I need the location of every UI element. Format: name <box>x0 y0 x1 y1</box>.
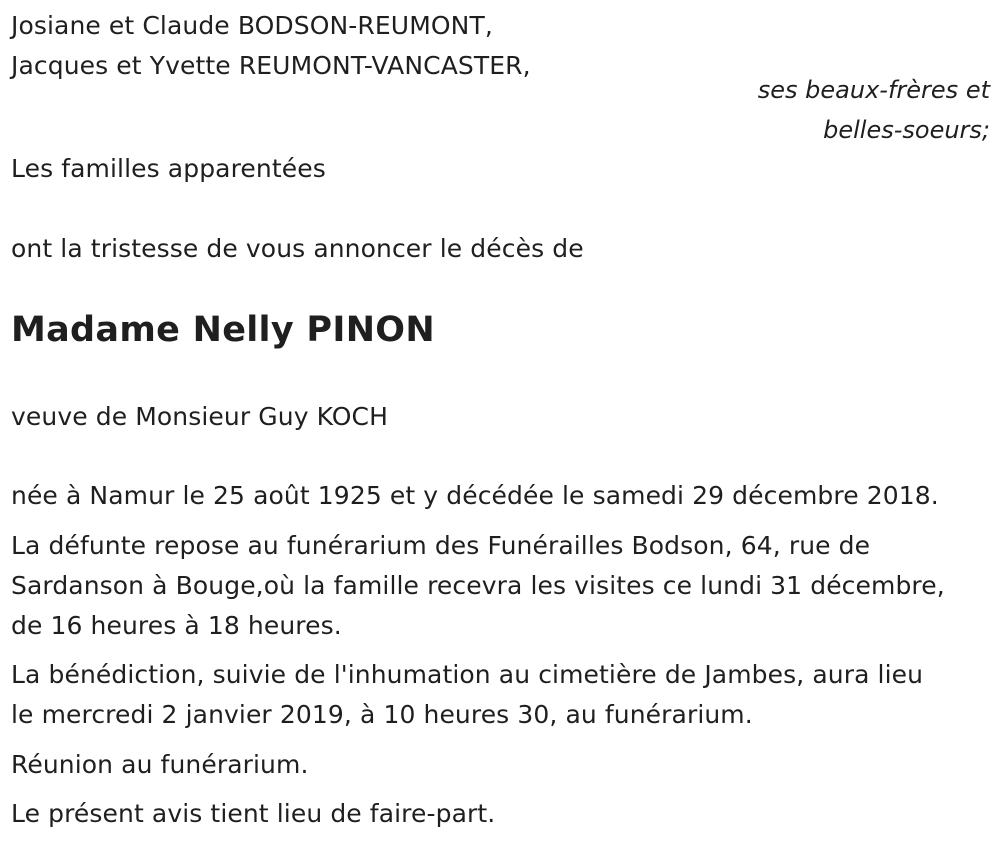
closing-text: Le présent avis tient lieu de faire-part. <box>11 799 496 828</box>
relation-line-2: belles-soeurs; <box>823 116 990 144</box>
relation-line-1: ses beaux-frères et <box>757 76 990 104</box>
widow-of: veuve de Monsieur Guy KOCH <box>11 402 388 431</box>
visitation-line-3: de 16 heures à 18 heures. <box>11 611 342 640</box>
deceased-name: Madame Nelly PINON <box>11 310 435 350</box>
related-families: Les familles apparentées <box>11 154 326 183</box>
family-line-1: Josiane et Claude BODSON-REUMONT, <box>11 11 493 40</box>
ceremony-line-1: La bénédiction, suivie de l'inhumation au cimetière de Jambes, aura lieu <box>11 660 924 689</box>
announcement-text: ont la tristesse de vous annoncer le décès de <box>11 234 584 263</box>
reunion-text: Réunion au funérarium. <box>11 750 309 779</box>
visitation-line-1: La défunte repose au funérarium des Funérailles Bodson, 64, rue de <box>11 531 871 560</box>
visitation-line-2: Sardanson à Bouge,où la famille recevra les visites ce lundi 31 décembre, <box>11 571 945 600</box>
family-line-2: Jacques et Yvette REUMONT-VANCASTER, <box>11 51 531 80</box>
birth-death-info: née à Namur le 25 août 1925 et y décédée le samedi 29 décembre 2018. <box>11 481 939 510</box>
ceremony-line-2: le mercredi 2 janvier 2019, à 10 heures 30, au funérarium. <box>11 700 753 729</box>
